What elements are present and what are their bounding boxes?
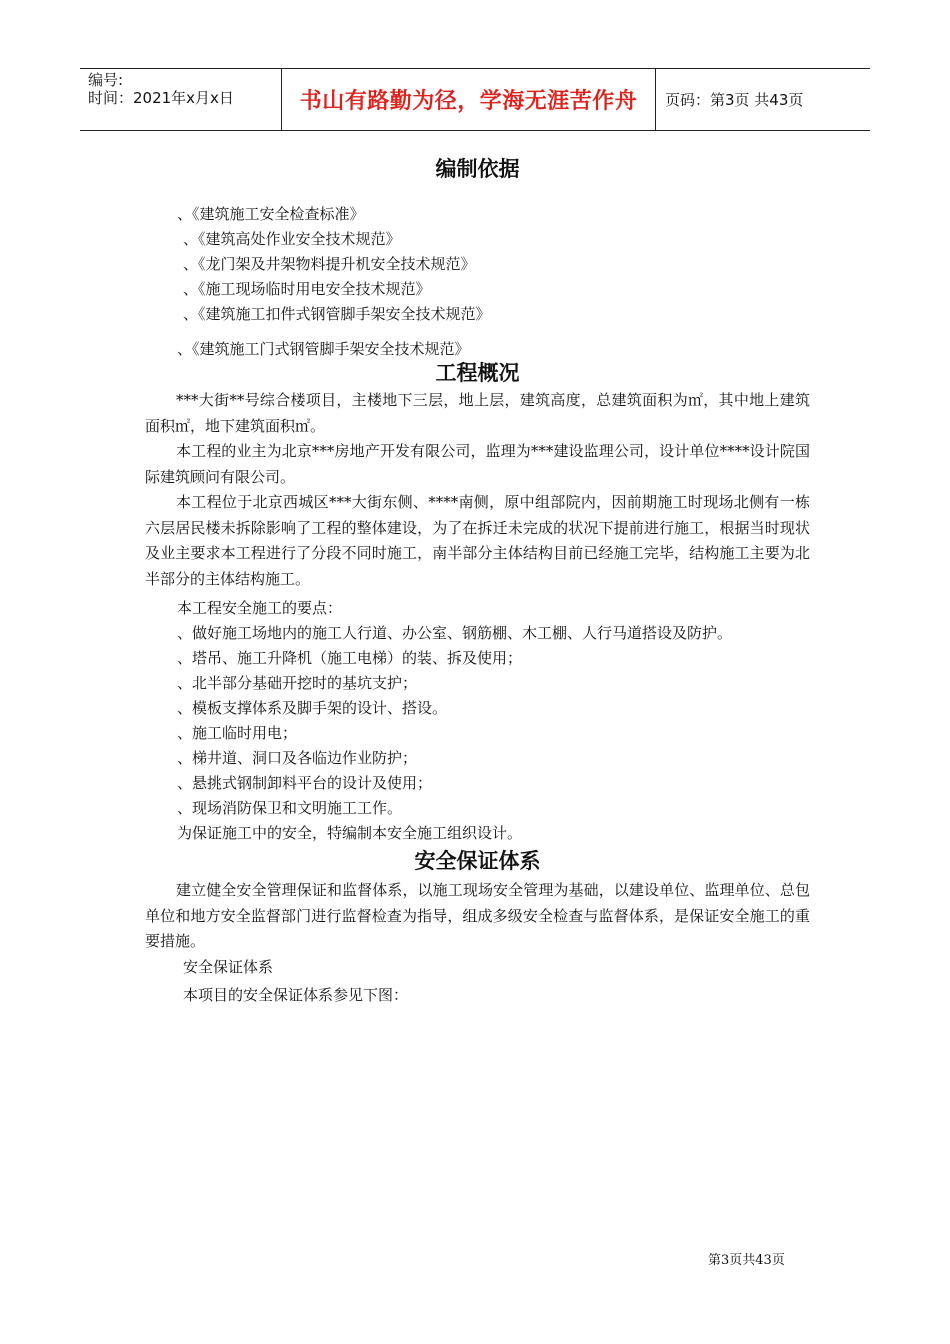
doc-number-label: 编号: [88, 71, 124, 89]
doc-time-label: 时间：2021年x月x日 [88, 89, 234, 107]
basis-item: 、《龙门架及井架物料提升机安全技术规范》 [183, 255, 476, 273]
key-point: 、施工临时用电； [177, 724, 298, 742]
key-point: 、梯井道、洞口及各临边作业防护； [177, 749, 418, 767]
overview-title: 工程概况 [435, 361, 520, 385]
key-point: 、北半部分基础开挖时的基坑支护； [177, 674, 418, 692]
key-point: 、做好施工场地内的施工人行道、办公室、钢筋棚、木工棚、人行马道搭设及防护。 [177, 624, 733, 642]
safety-paragraph: 建立健全安全管理保证和监督体系，以施工现场安全管理为基础，以建设单位、监理单位、总包单位和地方安全监督部门进行监督检查为指导，组成多级安全检查与监督体系，是保证安全施工的重要措施。 [145, 881, 810, 950]
basis-item: 、《建筑施工安全检查标准》 [177, 205, 365, 223]
overview-paragraph: 本工程位于北京西城区***大街东侧、****南侧，原中组部院内，因前期施工时现场北侧有一栋六层居民楼未拆除影响了工程的整体建设，为了在拆迁未完成的状况下提前进行施工，根据当时现状及业主要求本工程进行了分段不同时施工，南半部分主体结构目前已经施工完毕，结构施工主要为北半部分的主体结构施工。 [145, 493, 810, 588]
header-meta [80, 69, 280, 130]
key-points-intro: 本工程安全施工的要点： [177, 599, 343, 617]
header-motto: 书山有路勤为径，学海无涯苦作舟 [299, 89, 638, 114]
page-footer: 第3页共43页 [708, 1253, 785, 1268]
closing-sentence: 为保证施工中的安全，特编制本安全施工组织设计。 [177, 824, 523, 842]
overview-paragraph: 本工程的业主为北京***房地产开发有限公司，监理为***建设监理公司，设计单位****设计院国际建筑顾问有限公司。 [145, 442, 810, 486]
header-page-cell [655, 69, 870, 130]
basis-item: 、《建筑施工扣件式钢管脚手架安全技术规范》 [183, 305, 491, 323]
safety-reference: 本项目的安全保证体系参见下图： [183, 986, 409, 1004]
header-motto-cell [281, 69, 656, 130]
header-page-label: 页码：第3页 共43页 [665, 91, 804, 109]
key-point: 、塔吊、施工升降机（施工电梯）的装、拆及使用； [177, 649, 523, 667]
safety-subheading: 安全保证体系 [183, 958, 274, 976]
key-point: 、模板支撑体系及脚手架的设计、搭设。 [177, 699, 448, 717]
basis-item: 、《建筑高处作业安全技术规范》 [183, 230, 401, 248]
basis-item: 、《施工现场临时用电安全技术规范》 [183, 280, 431, 298]
key-point: 、悬挑式钢制卸料平台的设计及使用； [177, 774, 433, 792]
basis-item: 、《建筑施工门式钢管脚手架安全技术规范》 [177, 340, 470, 358]
page-header [80, 68, 870, 131]
basis-title: 编制依据 [435, 157, 520, 181]
overview-paragraph: ***大街**号综合楼项目，主楼地下三层，地上层，建筑高度，总建筑面积为㎡，其中地上建筑面积㎡，地下建筑面积㎡。 [145, 391, 810, 435]
key-point: 、现场消防保卫和文明施工工作。 [177, 799, 403, 817]
safety-title: 安全保证体系 [414, 849, 541, 873]
